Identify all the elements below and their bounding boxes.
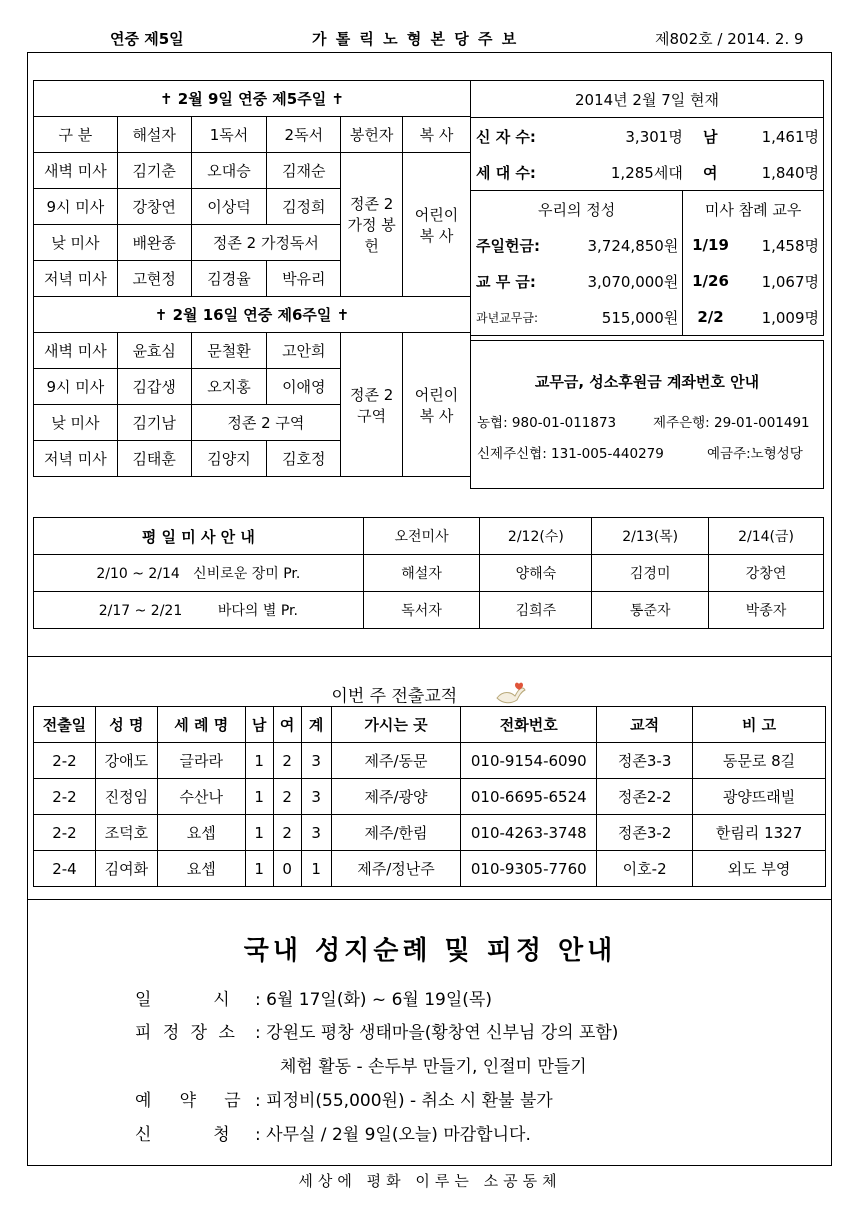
info-row: 예 약 금 : 피정비(55,000원) - 취소 시 환불 불가 [135,1086,553,1111]
table-row [34,743,826,779]
account-shinhyup: 신제주신협: 131-005-440279 [477,446,664,462]
believers-label: 신 자 수: [471,118,563,155]
table-header: 비 고 [693,707,826,743]
moving-title: 이번 주 전출교적 [331,686,458,707]
table-cell: 요셉 [157,851,245,887]
table-cell: 010-6695-6524 [461,779,597,815]
footer-slogan: 세상에 평화 이루는 소공동체 [298,1172,562,1190]
table-cell: 김기남 [117,405,191,441]
table-cell: 해설자 [363,555,480,592]
info-value: 체험 활동 - 손두부 만들기, 인절미 만들기 [280,1057,587,1077]
table-cell: 이애영 [267,369,341,405]
table-cell: 1 [301,851,331,887]
sunday-value: 3,724,850원 [587,236,679,255]
info-row: 신 청 : 사무실 / 2월 9일(오늘) 마감합니다. [135,1120,531,1145]
table-cell: 김정희 [267,189,341,225]
table-cell: 저녁 미사 [34,261,118,297]
table-cell: 제주/광양 [331,779,461,815]
col-reading1: 1독서 [191,117,267,153]
offering-title: 우리의 정성 [471,191,683,228]
week1-title: ✝ 2월 9일 연중 제5주일 ✝ [34,81,471,117]
table-cell: 양해숙 [480,555,592,592]
table-cell: 이호-2 [597,851,693,887]
weekday-title: 평 일 미 사 안 내 [34,518,364,555]
table-cell: 한림리 1327 [693,815,826,851]
table-cell: 0 [273,851,301,887]
account-box [470,340,824,489]
info-key: 일 시 [135,990,233,1010]
table-cell: 윤효심 [117,333,191,369]
table-cell: 진정임 [95,779,157,815]
header-left: 연중 제5일 [110,30,184,48]
table-cell: 1 [245,815,273,851]
table-cell: 김경미 [592,555,709,592]
table-cell: 김갑생 [117,369,191,405]
info-value: 사무실 / 2월 9일(오늘) 마감합니다. [266,1125,531,1145]
table-cell: 글라라 [157,743,245,779]
table-cell: 정존3-3 [597,743,693,779]
table-cell: 저녁 미사 [34,441,118,477]
table-cell: 9시 미사 [34,369,118,405]
attend-count: 1,009명 [738,299,824,336]
table-cell: 통준자 [592,592,709,629]
table-cell: 2 [273,815,301,851]
attend-count: 1,067명 [738,263,824,299]
table-cell: 김경율 [191,261,267,297]
table-cell: 요셉 [157,815,245,851]
info-value: 강원도 평창 생태마을(황창연 신부님 강의 포함) [266,1023,619,1043]
table-cell: 동문로 8길 [693,743,826,779]
table-cell: 1 [245,743,273,779]
table-cell: 이상덕 [191,189,267,225]
col-reading2: 2독서 [267,117,341,153]
account-nh: 농협: 980-01-011873 [477,415,617,431]
table-row [34,851,826,887]
table-cell: 2 [273,743,301,779]
table-cell: 3 [301,743,331,779]
male-value: 1,461명 [738,118,824,155]
table-cell: 새벽 미사 [34,333,118,369]
table-header: 교적 [597,707,693,743]
info-row [280,1052,587,1077]
table-cell: 배완종 [117,225,191,261]
table-cell: 낮 미사 [34,405,118,441]
table-header: 2/13(목) [592,518,709,555]
table-cell: 광양뜨래빌 [693,779,826,815]
table-cell: 010-9305-7760 [461,851,597,887]
table-cell: 강애도 [95,743,157,779]
table-cell: 1 [245,851,273,887]
account-holder: 예금주:노형성당 [707,446,803,462]
col-offerer: 봉헌자 [341,117,403,153]
header-right: 제802호 / 2014. 2. 9 [655,30,804,48]
week2-title: ✝ 2월 16일 연중 제6주일 ✝ [34,297,471,333]
female-label: 여 [683,154,738,191]
week2-offerer: 정존 2 구역 [341,333,403,477]
table-cell: 수산나 [157,779,245,815]
table-cell: 제주/동문 [331,743,461,779]
week1-server: 어린이 복 사 [403,153,471,297]
info-value: 6월 17일(화) ~ 6월 19일(목) [266,990,492,1010]
female-value: 1,840명 [738,154,824,191]
table-cell: 제주/한림 [331,815,461,851]
table-cell: 2-2 [34,815,96,851]
table-cell: 정존2-2 [597,779,693,815]
table-cell: 정존3-2 [597,815,693,851]
male-label: 남 [683,118,738,155]
table-cell: 오지홍 [191,369,267,405]
table-cell: 조덕호 [95,815,157,851]
stats-date: 2014년 2월 7일 현재 [471,81,824,118]
week2-server: 어린이 복 사 [403,333,471,477]
table-cell: 정존 2 가정독서 [191,225,341,261]
table-cell: 2-4 [34,851,96,887]
table-cell: 김태훈 [117,441,191,477]
table-cell: 김희주 [480,592,592,629]
table-cell: 박종자 [709,592,824,629]
table-cell: 김기춘 [117,153,191,189]
col-server: 복 사 [403,117,471,153]
table-header: 전화번호 [461,707,597,743]
account-jeju: 제주은행: 29-01-001491 [653,415,810,431]
table-header: 성 명 [95,707,157,743]
table-cell: 010-9154-6090 [461,743,597,779]
table-cell: 2/10 ~ 2/14 신비로운 장미 Pr. [34,555,364,592]
table-cell: 독서자 [363,592,480,629]
info-row: 피 정 장 소 : 강원도 평창 생태마을(황창연 신부님 강의 포함) [135,1018,618,1043]
col-category: 구 분 [34,117,118,153]
col-commentator: 해설자 [117,117,191,153]
attend-date: 1/26 [683,263,738,299]
table-cell: 낮 미사 [34,225,118,261]
table-row [34,815,826,851]
tithe-value: 3,070,000원 [587,272,679,291]
table-cell: 1 [245,779,273,815]
table-cell: 2 [273,779,301,815]
attend-title: 미사 참례 교우 [683,191,824,228]
table-header: 2/14(금) [709,518,824,555]
account-title: 교무금, 성소후원금 계좌번호 안내 [534,373,760,391]
info-row: 일 시 : 6월 17일(화) ~ 6월 19일(목) [135,985,492,1010]
table-cell: 문철환 [191,333,267,369]
table-header: 전출일 [34,707,96,743]
table-cell: 박유리 [267,261,341,297]
table-header: 2/12(수) [480,518,592,555]
table-cell: 고현정 [117,261,191,297]
table-cell: 새벽 미사 [34,153,118,189]
past-value: 515,000원 [562,299,683,336]
table-cell: 외도 부영 [693,851,826,887]
attend-date: 1/19 [683,227,738,263]
table-cell: 2-2 [34,743,96,779]
info-value: 피정비(55,000원) - 취소 시 환불 불가 [266,1091,553,1111]
table-cell: 3 [301,779,331,815]
week1-offerer: 정존 2 가정 봉헌 [341,153,403,297]
header-center: 가 톨 릭 노 형 본 당 주 보 [312,30,519,48]
table-header: 가시는 곳 [331,707,461,743]
table-header: 계 [301,707,331,743]
table-row [34,779,826,815]
past-label: 과년교무금: [471,299,563,336]
believers-value: 3,301명 [562,118,683,155]
table-cell: 김호정 [267,441,341,477]
table-header: 남 [245,707,273,743]
table-cell: 2-2 [34,779,96,815]
households-label: 세 대 수: [471,154,563,191]
moving-table [33,706,826,887]
table-cell: 김양지 [191,441,267,477]
table-cell: 010-4263-3748 [461,815,597,851]
table-cell: 제주/정난주 [331,851,461,887]
stats-table [470,80,824,336]
table-header: 오전미사 [363,518,480,555]
table-header: 세 례 명 [157,707,245,743]
weekday-mass-table [33,517,824,629]
table-header: 여 [273,707,301,743]
table-cell: 강창연 [709,555,824,592]
table-cell: 오대승 [191,153,267,189]
tithe-label: 교 무 금: [471,263,563,299]
table-cell: 정존 2 구역 [191,405,341,441]
divider [27,899,832,900]
table-cell: 3 [301,815,331,851]
info-key: 신 청 [135,1125,233,1145]
pilgrimage-title: 국내 성지순례 및 피정 안내 [243,936,617,966]
table-cell: 김여화 [95,851,157,887]
attend-count: 1,458명 [738,227,824,263]
table-cell: 2/17 ~ 2/21 바다의 별 Pr. [34,592,364,629]
mass-schedule-table [33,80,471,477]
info-key: 예 약 금 [135,1091,244,1111]
table-cell: 9시 미사 [34,189,118,225]
attend-date: 2/2 [683,299,738,336]
households-value: 1,285세대 [562,154,683,191]
table-cell: 김재순 [267,153,341,189]
divider [27,656,832,657]
table-cell: 고안희 [267,333,341,369]
table-cell: 강창연 [117,189,191,225]
info-key: 피 정 장 소 [135,1023,238,1043]
sunday-label: 주일헌금: [471,227,563,263]
